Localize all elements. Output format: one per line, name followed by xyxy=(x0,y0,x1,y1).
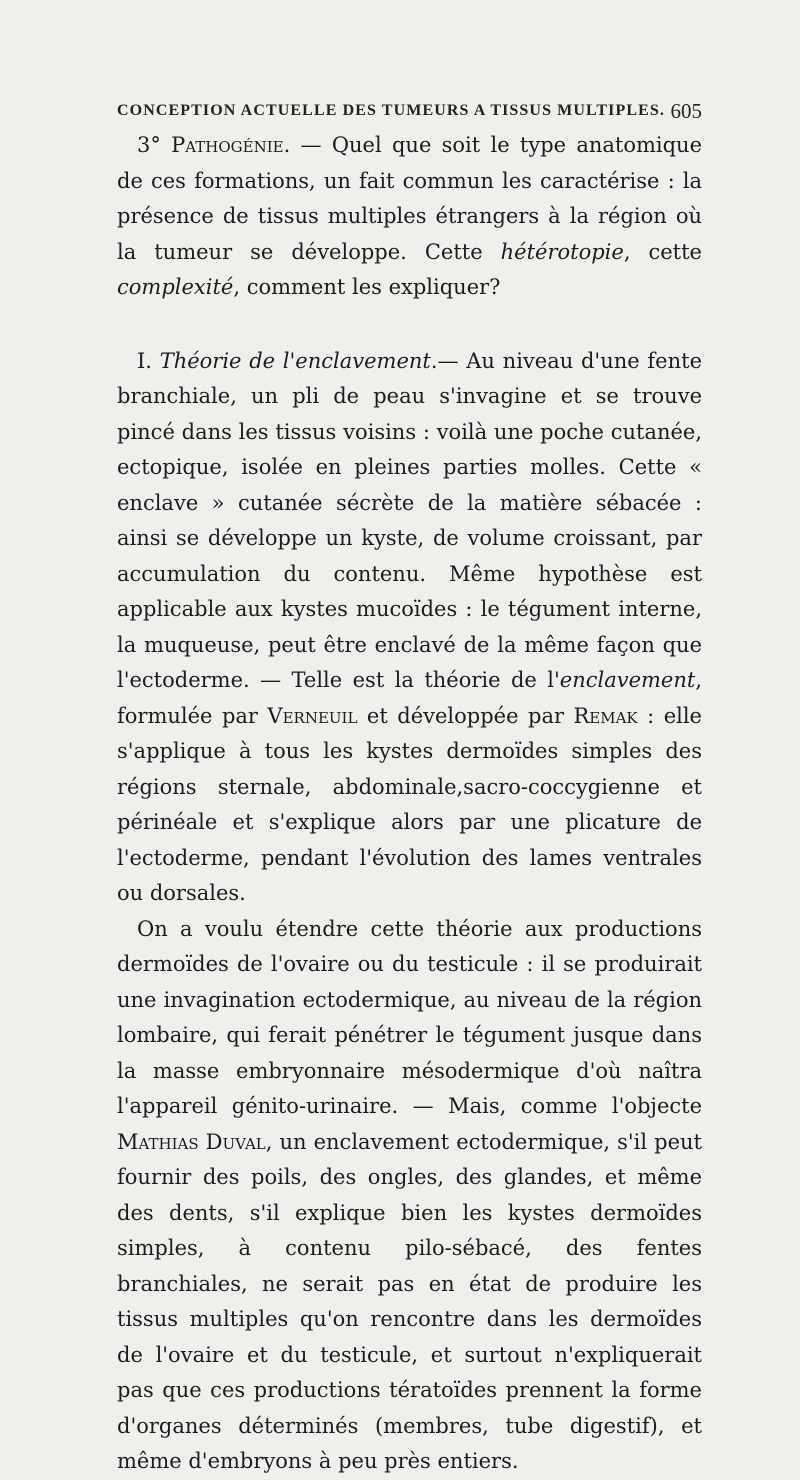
theory-number: I. xyxy=(137,348,160,373)
theory-title: Théorie de l'enclavement xyxy=(159,348,431,373)
text-run: . — Quel que soit le type anatomique de ces formations, un fait commun les caractérise : la présence de tissus multiples étrangers à la région où la tumeur se développe. Cette xyxy=(117,133,702,264)
author-name: Mathias Duval xyxy=(117,1129,266,1154)
section-number: 3° xyxy=(137,133,172,157)
italic-term: enclavement xyxy=(559,668,696,692)
paragraph-extension xyxy=(117,912,702,1480)
text-run: On a voulu étendre cette théorie aux productions dermoïdes de l'ovaire ou du testicule : il se produirait une invagination ectodermique, au niveau de la région lombaire, qui ferait pénétrer le tégument jusque dans la masse embryonnaire mésodermique d'où naîtra l'appareil génito-urinaire. — Mais, comme l'objecte xyxy=(117,916,702,1118)
author-name: Remak xyxy=(573,703,638,728)
italic-term: hétérotopie xyxy=(500,239,624,264)
page-number: 605 xyxy=(670,99,702,123)
section-heading: Pathogénie xyxy=(171,133,284,157)
page-body xyxy=(117,128,702,1480)
paragraph-pathogenie xyxy=(117,128,702,306)
text-run: , formulée par xyxy=(117,668,702,728)
paragraph-enclavement xyxy=(117,344,702,912)
text-run: , comment les expliquer? xyxy=(233,275,501,299)
text-run: et développée par xyxy=(357,703,574,728)
text-run: , un enclavement ectodermique, s'il peut fournir des poils, des ongles, des glandes, et même des dents, s'il explique bien les kystes dermoïdes simples, à contenu pilo-sébacé, des fentes branchiales, ne serait pas en état de produire les tissus multiples qu'on rencontre dans les dermoïdes de l'ovaire et du testicule, et surtout n'expliquerait pas que ces productions tératoïdes prennent la forme d'organes déterminés (membres, tube digestif), et même d'embryons à peu près entiers. xyxy=(117,1129,702,1473)
text-run: .— Au niveau d'une fente branchiale, un pli de peau s'invagine et se trouve pincé dans les tissus voisins : voilà une poche cutanée, ectopique, isolée en pleines parties molles. Cette « enclave » cutanée sécrète de la matière sébacée : ainsi se développe un kyste, de volume croissant, par accumulation du contenu. Même hypothèse est applicable aux kystes mucoïdes : le tégument interne, la muqueuse, peut être enclavé de la même façon que l'ectoderme. — Telle est la théorie de l' xyxy=(117,348,702,692)
author-name: Verneuil xyxy=(267,703,358,728)
running-title: CONCEPTION ACTUELLE DES TUMEURS A TISSUS MULTIPLES. xyxy=(117,102,665,119)
italic-term: complexité xyxy=(117,275,234,299)
text-run: : elle s'applique à tous les kystes dermoïdes simples des régions sternale, abdominale,sacro-coccygienne et périnéale et s'explique alors par une plicature de l'ectoderme, pendant l'évolution des lames ventrales ou dorsales. xyxy=(117,703,702,905)
text-run: , cette xyxy=(623,239,702,264)
